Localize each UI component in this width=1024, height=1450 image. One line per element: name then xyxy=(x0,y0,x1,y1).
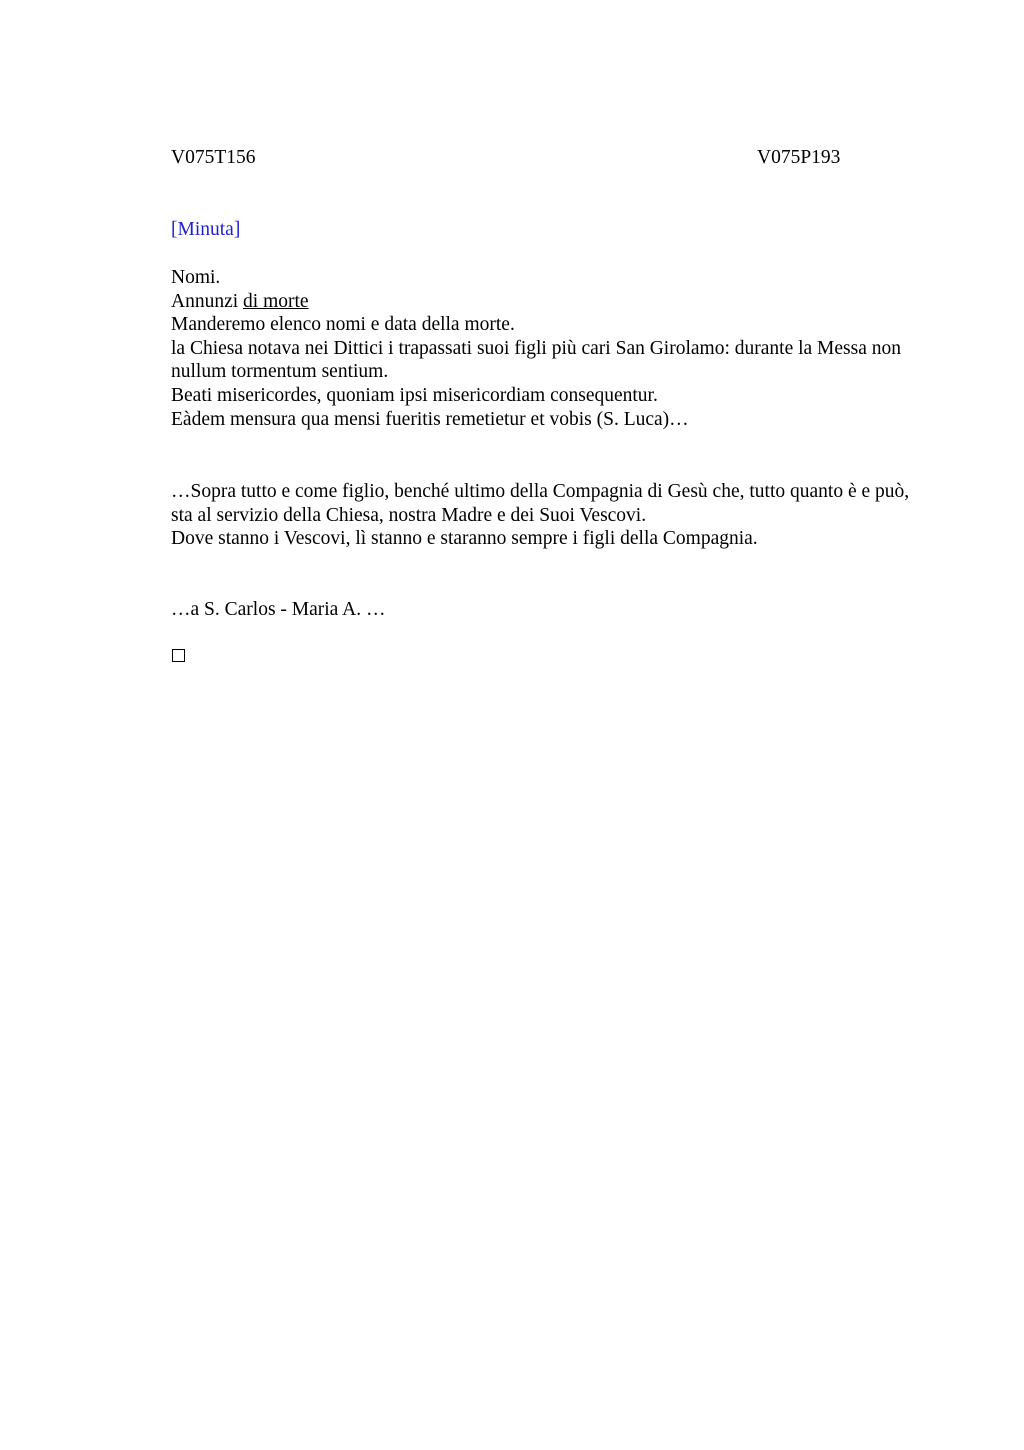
text-line: Manderemo elenco nomi e data della morte. xyxy=(171,314,515,336)
document-code-right: V075P193 xyxy=(757,147,841,168)
document-header xyxy=(171,146,916,170)
text-block-closing xyxy=(171,598,916,622)
text-line: …Sopra tutto e come figlio, benché ultimo della Compagnia di Gesù che, tutto quanto è e può, sta al servizio della Chiesa, nostra Madre e dei Suoi Vescovi. xyxy=(171,481,910,526)
document-page xyxy=(171,146,916,620)
document-code-left: V075T156 xyxy=(171,147,256,168)
section-label: [Minuta] xyxy=(171,219,241,240)
text-line: …a S. Carlos - Maria A. … xyxy=(171,599,386,620)
text-span: Annunzi xyxy=(171,290,244,312)
text-line: Dove stanno i Vescovi, lì stanno e staranno sempre i figli della Compagnia. xyxy=(171,528,758,550)
text-block-notes xyxy=(171,266,916,431)
text-line: la Chiesa notava nei Dittici i trapassati suoi figli più cari San Girolamo: durante la Messa non nullum tormentum sentium. xyxy=(171,337,901,383)
underlined-text: di morte xyxy=(243,290,309,312)
text-line xyxy=(171,290,916,314)
text-line: Eàdem mensura qua mensi fueritis remetietur et vobis (S. Luca)… xyxy=(171,408,689,430)
text-line: Nomi. xyxy=(171,267,221,288)
text-line: Beati misericordes, quoniam ipsi misericordiam consequentur. xyxy=(171,384,658,406)
empty-square-icon xyxy=(172,649,185,662)
text-block-company xyxy=(171,480,916,551)
